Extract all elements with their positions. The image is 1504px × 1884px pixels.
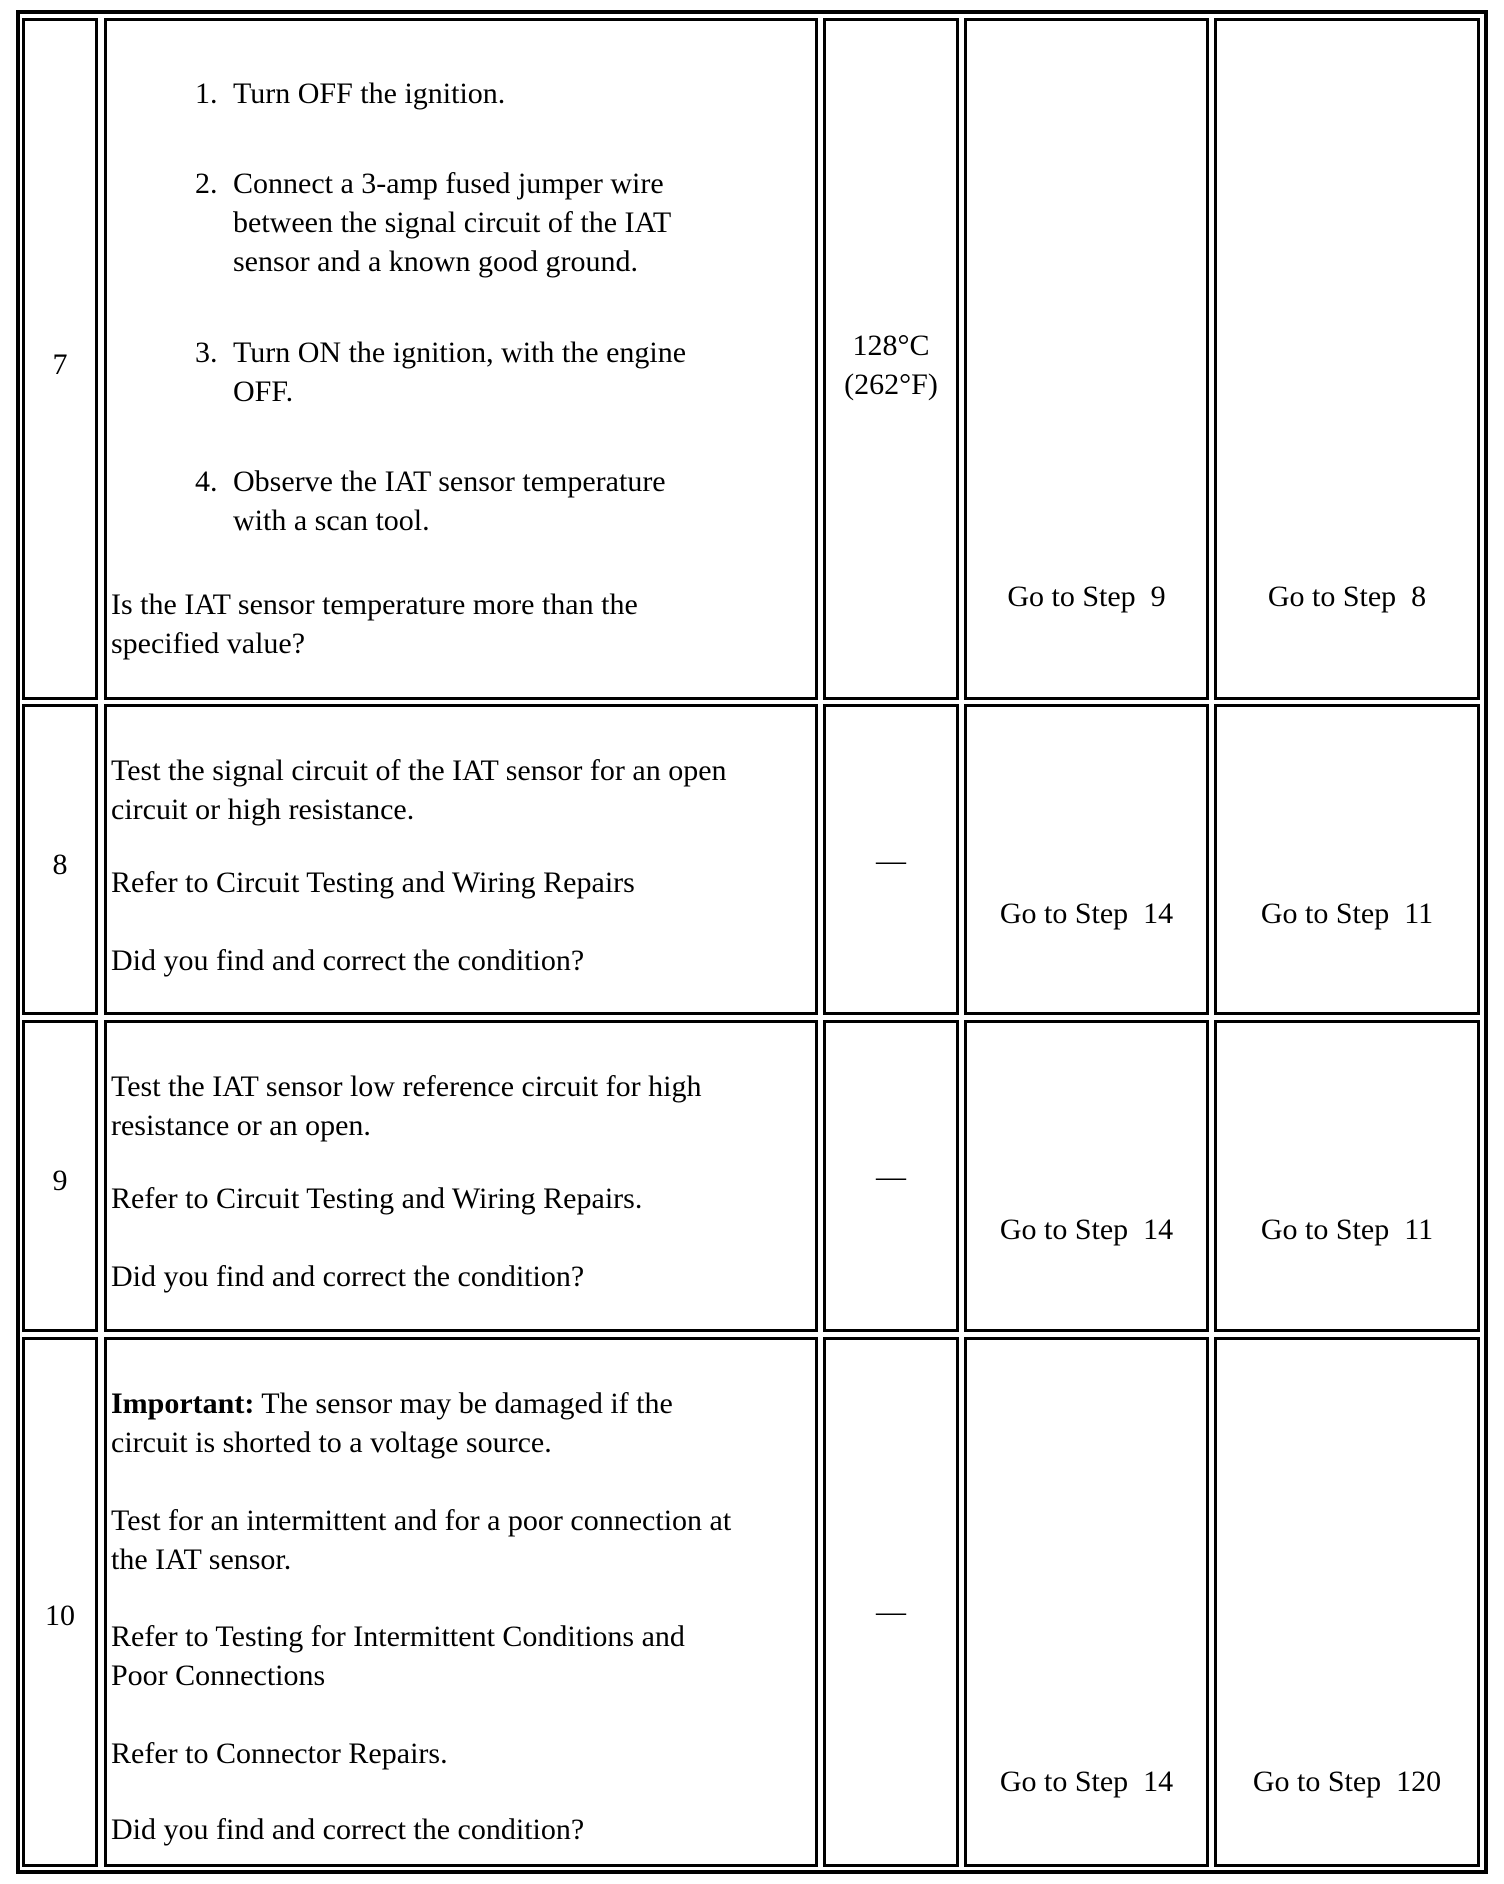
row10-no-action: Go to Step 120: [1252, 1765, 1442, 1798]
row7-list-item-3-line1: Turn ON the ignition, with the engine: [233, 336, 687, 369]
row7-list-item-2-line3: sensor and a known good ground.: [233, 245, 638, 278]
row7-no-action: Go to Step 8: [1267, 580, 1427, 613]
row8-action-cell: [104, 704, 818, 1015]
row7-question-line2: specified value?: [111, 627, 306, 660]
row10-value: —: [876, 1595, 906, 1628]
row10-question: Did you find and correct the condition?: [111, 1813, 585, 1846]
row8-action-line1: Test the signal circuit of the IAT sensor for an open: [111, 754, 727, 787]
row10-important-line1: [111, 1384, 673, 1423]
row10-refer1-line2: Poor Connections: [111, 1659, 326, 1692]
row10-step-number: 10: [45, 1599, 75, 1632]
row10-value-cell: [823, 1337, 959, 1867]
row9-value: —: [876, 1160, 906, 1193]
row7-value-celsius: 128°C: [852, 329, 930, 362]
row7-list-item-2-line1: Connect a 3-amp fused jumper wire: [233, 167, 664, 200]
important-label: Important:: [111, 1387, 255, 1420]
row7-list-num-2: 2.: [195, 167, 218, 200]
row9-action-line2: resistance or an open.: [111, 1109, 371, 1142]
row9-action-cell: [104, 1020, 818, 1332]
row8-refer: Refer to Circuit Testing and Wiring Repairs: [111, 866, 635, 899]
row7-list-item-2-line2: between the signal circuit of the IAT: [233, 206, 672, 239]
row10-refer1-line1: Refer to Testing for Intermittent Conditions and: [111, 1620, 685, 1653]
row9-value-cell: [823, 1020, 959, 1332]
row7-list-item-3-line2: OFF.: [233, 375, 294, 408]
row7-yes-cell: [964, 18, 1209, 700]
row9-yes-cell: [964, 1020, 1209, 1332]
row7-no-cell: [1214, 18, 1480, 700]
row8-yes-action: Go to Step 14: [999, 897, 1174, 930]
row8-value-cell: [823, 704, 959, 1015]
row9-no-action: Go to Step 11: [1260, 1213, 1434, 1246]
row7-list-item-4-line2: with a scan tool.: [233, 504, 430, 537]
row10-action-line2: the IAT sensor.: [111, 1543, 292, 1576]
row7-yes-action: Go to Step 9: [1007, 580, 1166, 613]
row10-yes-action: Go to Step 14: [999, 1765, 1174, 1798]
row7-list-item-4-line1: Observe the IAT sensor temperature: [233, 465, 666, 498]
row8-action-line2: circuit or high resistance.: [111, 793, 415, 826]
row8-step-cell: [22, 704, 98, 1015]
row10-refer2: Refer to Connector Repairs.: [111, 1737, 448, 1770]
row7-step-number: 7: [52, 348, 68, 381]
row9-step-cell: [22, 1020, 98, 1332]
row7-value-cell: [823, 18, 959, 700]
row10-yes-cell: [964, 1337, 1209, 1867]
row9-no-cell: [1214, 1020, 1480, 1332]
row8-step-number: 8: [52, 848, 68, 881]
row7-list-num-4: 4.: [195, 465, 218, 498]
row9-step-number: 9: [52, 1164, 68, 1197]
row10-action-cell: [104, 1337, 818, 1867]
row8-yes-cell: [964, 704, 1209, 1015]
row7-value-fahrenheit: (262°F): [844, 368, 938, 401]
row8-value: —: [876, 844, 906, 877]
row7-list-num-3: 3.: [195, 336, 218, 369]
row10-no-cell: [1214, 1337, 1480, 1867]
row10-step-cell: [22, 1337, 98, 1867]
row8-no-action: Go to Step 11: [1260, 897, 1434, 930]
row9-refer: Refer to Circuit Testing and Wiring Repairs.: [111, 1182, 643, 1215]
row10-important-line2: circuit is shorted to a voltage source.: [111, 1426, 552, 1459]
row9-question: Did you find and correct the condition?: [111, 1260, 585, 1293]
row7-list-item-1: Turn OFF the ignition.: [233, 77, 506, 110]
row9-action-line1: Test the IAT sensor low reference circuit for high: [111, 1070, 702, 1103]
important-text: The sensor may be damaged if the: [254, 1387, 673, 1420]
row7-step-cell: [22, 18, 98, 700]
row7-action-cell: [104, 18, 818, 700]
row9-yes-action: Go to Step 14: [999, 1213, 1174, 1246]
row8-no-cell: [1214, 704, 1480, 1015]
row10-action-line1: Test for an intermittent and for a poor connection at: [111, 1504, 732, 1537]
row7-question-line1: Is the IAT sensor temperature more than the: [111, 588, 638, 621]
row7-list-num-1: 1.: [195, 77, 218, 110]
row8-question: Did you find and correct the condition?: [111, 944, 585, 977]
